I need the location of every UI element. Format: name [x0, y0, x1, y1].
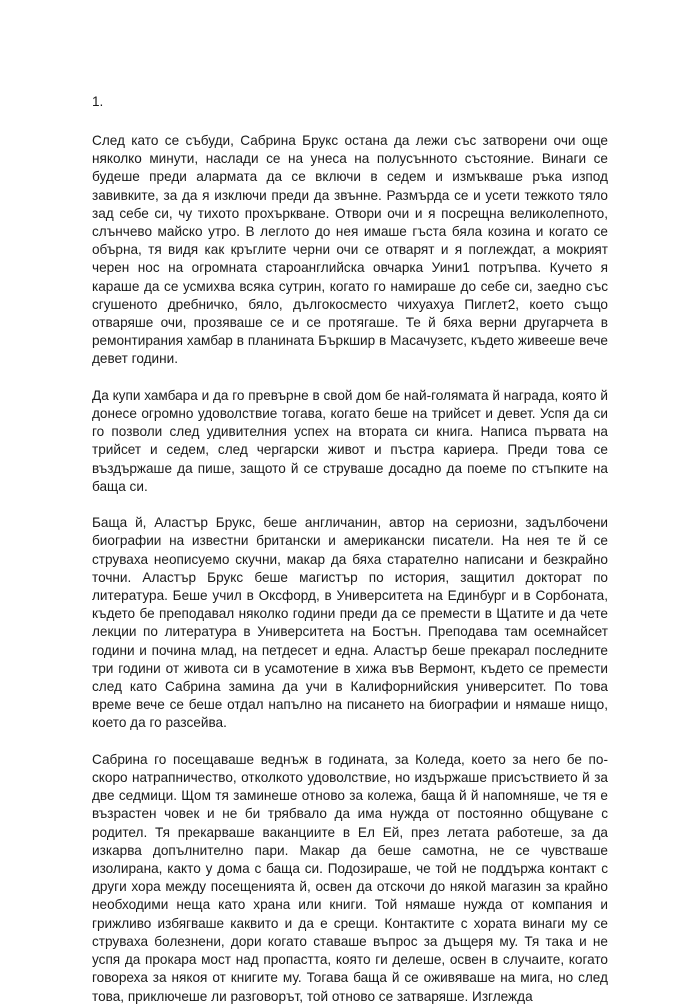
paragraph-1: След като се събуди, Сабрина Брукс остана да лежи със затворени очи още няколко минути, наслади се на унеса на полусънното състояние. Винаги се будеше преди алармата да се включи в седем и измъкваше ръка изпод завивките, за да я изключи преди да звънне. Размърда се и усети тежкото тяло зад себе си, чу тихото прохъркване. Отвори очи и я посрещна великолепното, слънчево майско утро. В леглото до нея имаше гъста бяла козина и когато се обърна, тя видя как кръглите черни очи се отварят и я поглеждат, а мокрият черен нос на огромната староанглийска овчарка Уини1 потръпва. Кучето я караше да се усмихва всяка сутрин, когато го намираше до себе си, заедно със сгушеното дребничко, бяло, дългокосместо чихуахуа Пиглет2, което също отваряше очи, прозяваше се и се протягаше. Те й бяха верни другарчета в ремонтирания хамбар в планината Бъркшир в Масачузетс, където живееше вече девет години. — [92, 133, 608, 367]
paragraph-4: Сабрина го посещаваше веднъж в годината, за Коледа, което за него бе по-скоро натрапничество, отколкото удоволствие, но издържаше присъствието й за две седмици. Щом тя заминеше отново за колежа, баща й й напомняше, че тя е възрастен човек и не би трябвало да има нужда от постоянно общуване с родител. Тя прекарваше ваканциите в Ел Ей, през летата работеше, за да изкарва допълнително пари. Макар да беше самотна, не се чувстваше изолирана, както у дома с баща си. Подозираше, че той не поддържа контакт с други хора между посещенията й, освен да отскочи до някой магазин за крайно необходими неща като храна или книги. Той нямаше нужда от компания и грижливо избягваше каквито и да е срещи. Контактите с хората винаги му се струваха болезнени, дори когато ставаше въпрос за дъщеря му. Тя така и не успя да прокара мост над пропастта, която ги делеше, освен в случаите, когато говореха за някоя от книгите му. Тогава баща й се оживяваше на мига, но след това, приключеше ли разговорът, той отново се затваряше. Изглежда — [92, 751, 608, 1004]
paragraph-3: Баща й, Аластър Брукс, беше англичанин, автор на сериозни, задълбочени биографии на известни британски и американски писатели. На нея те й се струваха неописуемо скучни, макар да бяха старателно написани и безкрайно точни. Аластър Брукс беше магистър по история, защитил докторат по литература. Беше учил в Оксфорд, в Университета на Единбург и в Сорбоната, където бе преподавал няколко години преди да се премести в Щатите и да чете лекции по литература в Университета на Бостън. Преподава там осемнайсет години и почина млад, на петдесет и една. Аластър беше прекарал последните три години от живота си в усамотение в хижа във Вермонт, където се премести след като Сабрина замина да учи в Калифорнийския университет. По това време вече се беше отдал напълно на писането на биографии и нямаше нищо, което да го разсейва. — [92, 515, 608, 731]
paragraph-2: Да купи хамбара и да го превърне в свой дом бе най-голямата й награда, която й донесе огромно удоволствие тогава, когато беше на трийсет и девет. Успя да си го позволи след удивителния успех на втората си книга. Написа първата на трийсет и седем, след чергарски живот и пъстра кариера. Преди това се въздържаше да пише, защото й се струваше досадно да поеме по стъпките на баща си. — [92, 387, 608, 494]
chapter-number: 1. — [92, 94, 104, 109]
body-text — [92, 132, 608, 1006]
